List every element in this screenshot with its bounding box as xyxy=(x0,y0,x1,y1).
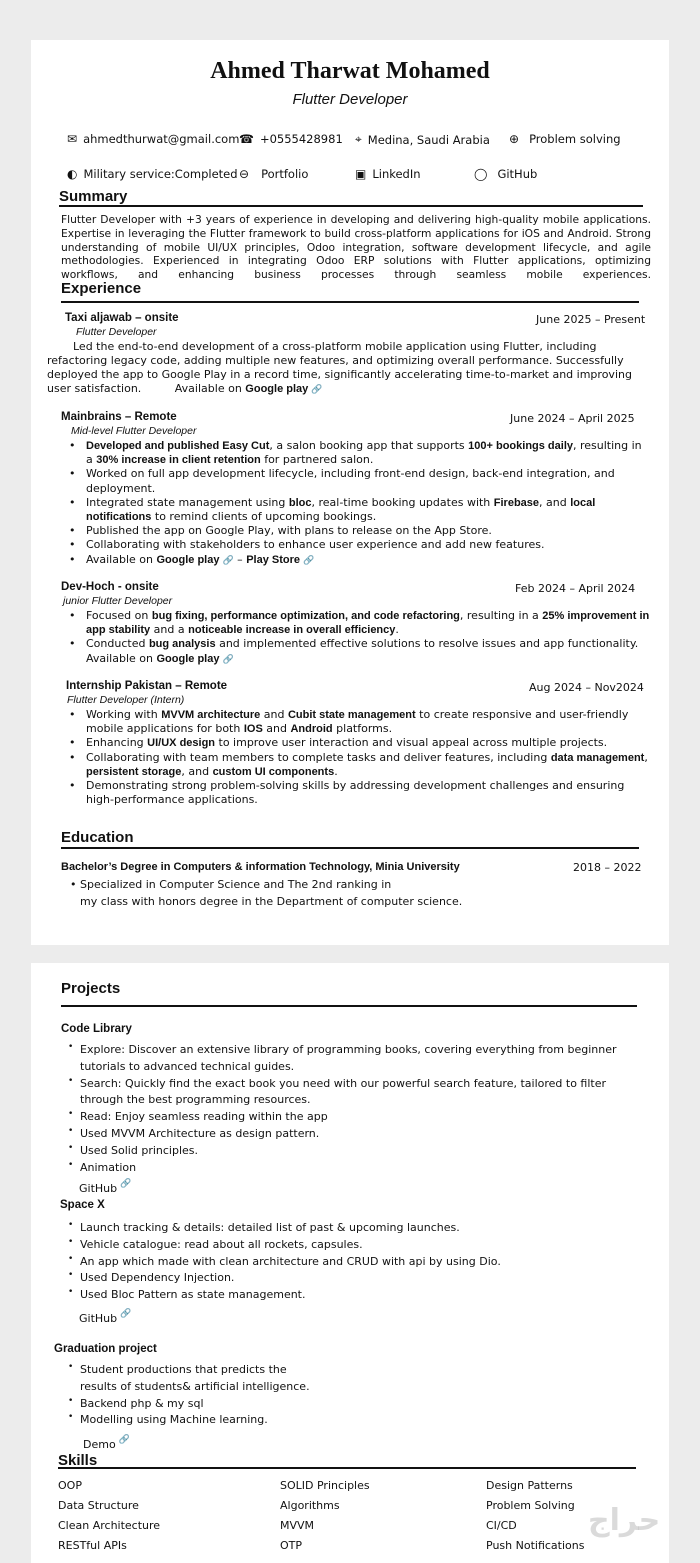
skills-heading: Skills xyxy=(58,1452,98,1469)
contact-linkedin[interactable]: ▣ LinkedIn xyxy=(355,167,421,181)
skill-item: MVVM xyxy=(280,1519,315,1532)
list-item: • Collaborating with stakeholders to enhance user experience and add new features. xyxy=(61,538,651,552)
resume-page-2 xyxy=(31,963,669,1563)
list-item: • Worked on full app development lifecycle, including front-end design, back-end integration, and deployment. xyxy=(61,467,651,495)
resume-page-1 xyxy=(31,40,669,945)
experience-divider xyxy=(61,301,639,303)
list-item: • Student productions that predicts the results of students& artificial intelligence. xyxy=(61,1362,321,1396)
location-pin-icon: ⌖ xyxy=(355,132,362,146)
job-position: junior Flutter Developer xyxy=(63,595,173,607)
education-line-1: • Specialized in Computer Science and The 2nd ranking in xyxy=(70,878,392,891)
globe-icon: ⊕ xyxy=(509,132,520,146)
link-icon: 🔗 xyxy=(222,654,234,665)
list-item: • Enhancing UI/UX design to improve user interaction and visual appeal across multiple projects. xyxy=(61,736,651,750)
job-date: June 2024 – April 2025 xyxy=(510,412,635,425)
job-company: Mainbrains – Remote xyxy=(61,411,177,423)
education-line-2: my class with honors degree in the Department of computer science. xyxy=(80,895,463,908)
link-icon: 🔗 xyxy=(222,555,234,566)
candidate-name: Ahmed Tharwat Mohamed xyxy=(210,58,490,84)
education-divider xyxy=(61,847,639,849)
list-item: • Modelling using Machine learning. xyxy=(61,1412,321,1429)
list-item: • Published the app on Google Play, with plans to release on the App Store. xyxy=(61,524,651,538)
contact-portfolio[interactable]: ⊖ Portfolio xyxy=(239,167,309,181)
job-company: Internship Pakistan – Remote xyxy=(66,680,228,692)
skill-item: OOP xyxy=(58,1479,82,1492)
skill-item: Design Patterns xyxy=(486,1479,573,1492)
skill-item: RESTful APIs xyxy=(58,1539,127,1552)
degree-title: Bachelor’s Degree in Computers & information Technology, Minia University xyxy=(61,861,460,873)
contact-phone[interactable]: ☎ +0555428981 xyxy=(239,132,343,146)
list-item: • Backend php & my sql xyxy=(61,1396,321,1413)
watermark-logo: حراج xyxy=(588,1503,661,1538)
skill-item: CI/CD xyxy=(486,1519,517,1532)
list-item: • Used Dependency Injection. xyxy=(61,1270,646,1287)
job-bullets xyxy=(61,609,651,667)
project-bullets xyxy=(61,1362,321,1429)
link-icon: 🔗 xyxy=(118,1435,130,1445)
list-item: • Focused on bug fixing, performance optimization, and code refactoring, resulting in a 25% improvement in app stability and a noticeable increase in overall efficiency. xyxy=(61,609,651,637)
summary-heading: Summary xyxy=(59,188,128,205)
list-item: • Available on Google play 🔗 – Play Store 🔗 xyxy=(61,553,651,568)
github-link[interactable]: GitHub 🔗 xyxy=(79,1309,132,1325)
job-bullets xyxy=(61,708,651,807)
contact-location: ⌖ Medina, Saudi Arabia xyxy=(355,132,490,147)
linkedin-icon: ▣ xyxy=(355,167,367,181)
list-item: • Integrated state management using bloc, real-time booking updates with Firebase, and local notifications to remind clients of upcoming bookings. xyxy=(61,496,651,524)
link-icon: 🔗 xyxy=(120,1179,132,1189)
list-item: • Animation xyxy=(61,1160,646,1177)
skills-divider xyxy=(58,1467,636,1469)
link-icon: 🔗 xyxy=(303,555,315,566)
list-item: • Collaborating with team members to complete tasks and deliver features, including data management, persistent storage, and custom UI components. xyxy=(61,751,651,779)
job-position: Flutter Developer (Intern) xyxy=(67,694,185,706)
experience-heading: Experience xyxy=(61,280,142,297)
list-item: • Conducted bug analysis and implemented effective solutions to resolve issues and app functionality. Available on Google play 🔗 xyxy=(61,637,651,666)
portfolio-icon: ⊖ xyxy=(239,167,250,181)
job-position: Flutter Developer xyxy=(76,326,157,338)
shield-icon: ◐ xyxy=(67,167,78,181)
skill-item: Clean Architecture xyxy=(58,1519,161,1532)
skill-item: OTP xyxy=(280,1539,303,1552)
list-item: • Read: Enjoy seamless reading within the app xyxy=(61,1109,646,1126)
project-bullets xyxy=(61,1220,646,1304)
job-date: Aug 2024 – Nov2024 xyxy=(529,681,644,694)
skill-item: Algorithms xyxy=(280,1499,340,1512)
summary-divider xyxy=(59,205,643,207)
project-title: Space X xyxy=(60,1199,105,1211)
contact-email[interactable]: ✉ ahmedthurwat@gmail.com xyxy=(67,132,240,146)
projects-heading: Projects xyxy=(61,980,121,997)
google-play-link[interactable]: Google play xyxy=(156,652,220,665)
skill-item: Push Notifications xyxy=(486,1539,585,1552)
list-item: • An app which made with clean architecture and CRUD with api by using Dio. xyxy=(61,1254,646,1271)
list-item: • Used Bloc Pattern as state management. xyxy=(61,1287,646,1304)
summary-text: Flutter Developer with +3 years of experience in developing and delivering high-quality mobile applications. Expertise in leveraging the Flutter framework to build cross-platform applications for iOS and Android. Strong understanding of mobile UI/UX principles, Odoo integration, software development lifecycle, and agile methodologies. Experienced in integrating Odoo ERP solutions with Flutter applications, optimizing workflows, and enhancing business processes through seamless mobile experiences. xyxy=(61,213,651,282)
education-heading: Education xyxy=(61,829,134,846)
play-store-link[interactable]: Play Store xyxy=(246,553,300,566)
job-date: June 2025 – Present xyxy=(536,313,646,326)
job-company: Dev-Hoch - onsite xyxy=(61,581,159,593)
list-item: • Developed and published Easy Cut, a salon booking app that supports 100+ bookings daily, resulting in a 30% increase in client retention for partnered salon. xyxy=(61,439,651,467)
list-item: • Launch tracking & details: detailed list of past & upcoming launches. xyxy=(61,1220,646,1237)
list-item: • Working with MVVM architecture and Cubit state management to create responsive and user-friendly mobile applications for both IOS and Android platforms. xyxy=(61,708,651,736)
link-icon: 🔗 xyxy=(120,1309,132,1319)
list-item: • Vehicle catalogue: read about all rockets, capsules. xyxy=(61,1237,646,1254)
degree-date: 2018 – 2022 xyxy=(573,861,642,874)
list-item: • Demonstrating strong problem-solving skills by addressing development challenges and ensuring high-performance applications. xyxy=(61,779,651,807)
job-position: Mid-level Flutter Developer xyxy=(71,425,197,437)
contact-military: ◐ Military service:Completed xyxy=(67,167,238,181)
project-title: Code Library xyxy=(61,1023,132,1035)
job-description: Led the end-to-end development of a cross-platform mobile application using Flutter, including refactoring legacy code, adding multiple new features, and optimizing overall performance. Successfully deployed the app to Google Play in a record time, significantly accelerating time-to-market and improving user satisfaction. Available on Google play 🔗 xyxy=(47,340,632,395)
project-title: Graduation project xyxy=(54,1343,157,1355)
projects-divider xyxy=(61,1005,637,1007)
list-item: • Search: Quickly find the exact book you need with our powerful search feature, tailored to filter through the best programming resources. xyxy=(61,1076,646,1110)
job-date: Feb 2024 – April 2024 xyxy=(515,582,636,595)
list-item: • Used MVVM Architecture as design pattern. xyxy=(61,1126,646,1143)
contact-problem-solving: ⊕ Problem solving xyxy=(509,132,621,146)
github-link[interactable]: GitHub 🔗 xyxy=(79,1179,132,1195)
google-play-link[interactable]: Google play xyxy=(245,383,309,395)
skill-item: SOLID Principles xyxy=(280,1479,370,1492)
phone-icon: ☎ xyxy=(239,132,254,146)
list-item: • Used Solid principles. xyxy=(61,1143,646,1160)
github-icon: ◯ xyxy=(474,167,488,181)
candidate-role: Flutter Developer xyxy=(292,91,408,108)
envelope-icon: ✉ xyxy=(67,132,78,146)
demo-link[interactable]: Demo 🔗 xyxy=(83,1435,130,1451)
job-company: Taxi aljawab – onsite xyxy=(65,312,179,324)
project-bullets xyxy=(61,1042,646,1176)
link-icon: 🔗 xyxy=(311,385,323,395)
list-item: • Explore: Discover an extensive library of programming books, covering everything from beginner tutorials to advanced technical guides. xyxy=(61,1042,646,1076)
google-play-link[interactable]: Google play xyxy=(156,553,220,566)
job-bullets xyxy=(61,439,651,568)
skill-item: Problem Solving xyxy=(486,1499,575,1512)
contact-github[interactable]: ◯ GitHub xyxy=(474,167,538,181)
skill-item: Data Structure xyxy=(58,1499,139,1512)
